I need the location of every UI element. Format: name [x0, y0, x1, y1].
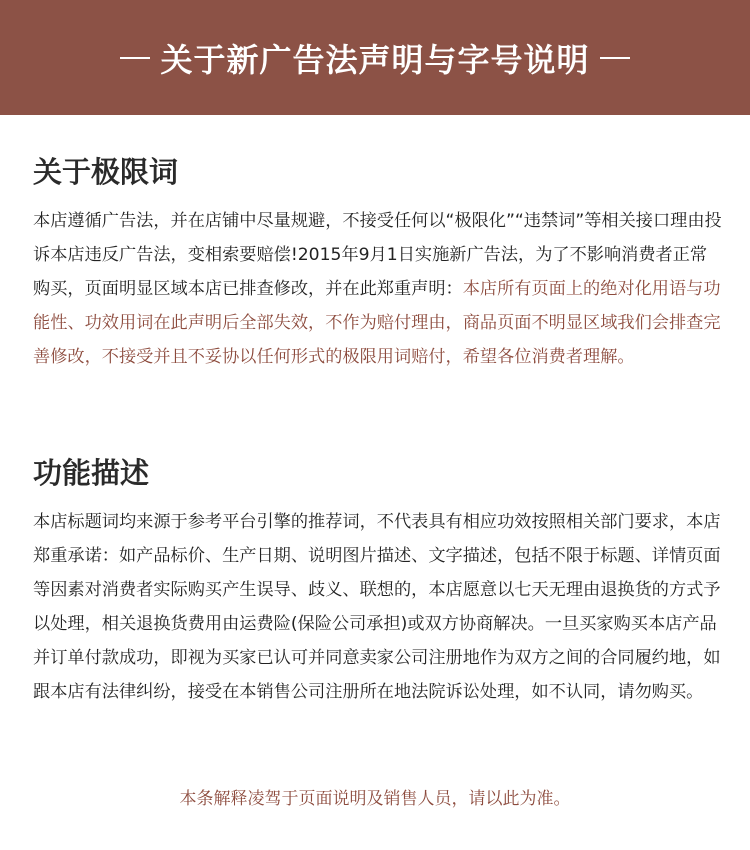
section-extreme-words	[33, 152, 723, 374]
section-paragraph	[33, 204, 723, 374]
section-paragraph	[33, 505, 723, 709]
paragraph-plain-text: 本店标题词均来源于参考平台引擎的推荐词，不代表具有相应功效按照相关部门要求，本店郑重承诺：如产品标价、生产日期、说明图片描述、文字描述，包括不限于标题、详情页面等因素对消费者实际购买产生误导、歧义、联想的，本店愿意以七天无理由退换货的方式予以处理，相关退换货费用由运费险(保险公司承担)或双方协商解决。一旦买家购买本店产品并订单付款成功，即视为买家已认可并同意卖家公司注册地作为双方之间的合同履约地，如跟本店有法律纠纷，接受在本销售公司注册所在地法院诉讼处理，如不认同，请勿购买。	[33, 512, 721, 702]
section-title: 关于极限词	[33, 155, 179, 189]
footer-note: 本条解释凌驾于页面说明及销售人员，请以此为准。	[179, 789, 571, 809]
paragraph-plain-text: 本店遵循广告法，并在店铺中尽量规避，不接受任何以“极限化”“违禁词”等相关接口理由投诉本店违反广告法，变相索要赔偿!2015年9月1日实施新广告法，为了不影响消费者正常购买，页面明显区域本店已排查修改，并在此郑重声明：	[33, 211, 722, 299]
section-title: 功能描述	[33, 456, 150, 490]
header-banner	[0, 0, 750, 115]
page-title: 关于新广告法声明与字号说明	[160, 40, 590, 79]
section-function-description	[33, 453, 723, 709]
title-left-dash	[120, 57, 150, 59]
paragraph-accent-text: 本店所有页面上的绝对化用语与功能性、功效用词在此声明后全部失效，不作为赔付理由，商品页面不明显区域我们会排查完善修改，不接受并且不妥协以任何形式的极限用词赔付，希望各位消费者理解。	[33, 279, 721, 367]
title-right-dash	[600, 57, 630, 59]
